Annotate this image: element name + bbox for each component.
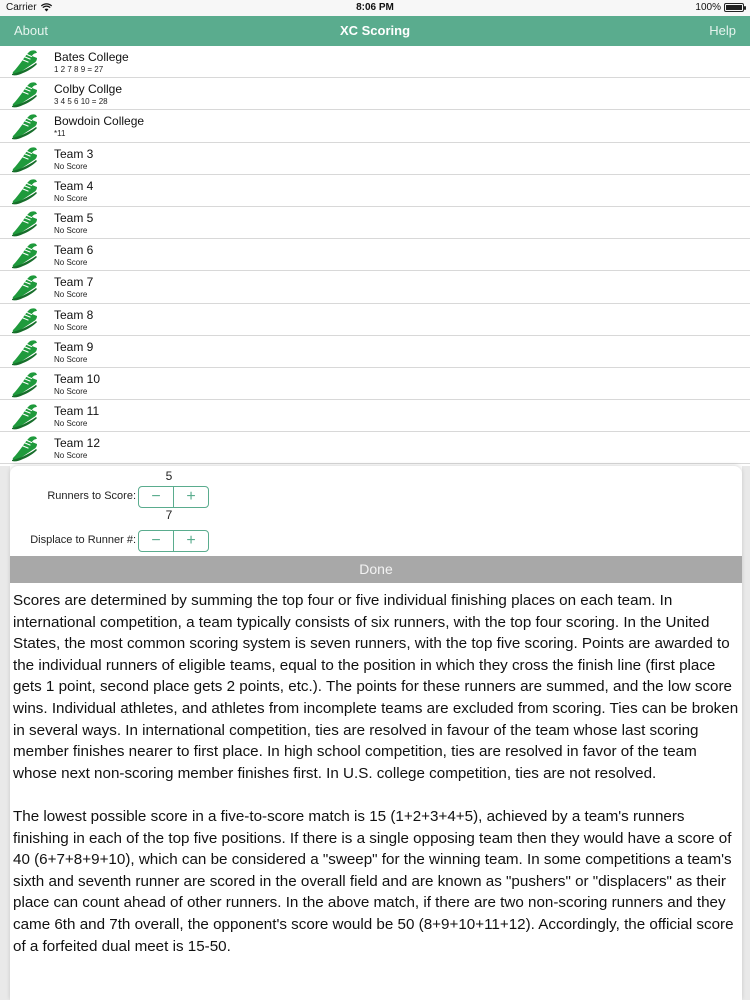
team-score: No Score [54,258,88,268]
displace-to-runner-value: 7 [165,508,173,522]
team-score: No Score [54,386,88,396]
running-shoe-icon [10,273,40,301]
runners-to-score-label: Runners to Score: [47,490,136,502]
team-row[interactable] [0,336,750,368]
running-shoe-icon [10,112,40,140]
battery-indicator [695,2,744,13]
team-name: Team 12 [54,436,101,451]
team-name: Bates College [54,50,129,64]
running-shoe-icon [10,80,40,108]
team-row[interactable] [0,400,750,432]
team-name: Colby Collge [54,82,123,97]
team-score: No Score [54,322,88,332]
team-row[interactable] [0,207,750,239]
running-shoe-icon [10,145,40,173]
running-shoe-icon [10,306,40,334]
status-bar [0,0,750,16]
team-name: Team 4 [54,178,94,193]
team-score: 1 2 7 8 9 = 27 [54,65,104,74]
team-row[interactable] [0,239,750,271]
team-score: No Score [54,290,88,300]
runners-increment-button[interactable]: + [186,488,196,505]
team-row[interactable] [0,271,750,303]
team-name: Team 8 [54,307,94,322]
team-score: No Score [54,161,88,171]
team-score: No Score [54,354,88,364]
clock: 8:06 PM [356,2,394,13]
displace-to-runner-label: Displace to Runner #: [30,534,136,546]
team-row[interactable] [0,78,750,110]
team-name: Team 10 [54,371,101,386]
scoring-help-text [13,590,739,979]
displace-decrement-button[interactable]: − [139,531,174,551]
team-row[interactable] [0,304,750,336]
team-score: No Score [54,451,88,461]
team-row[interactable] [0,46,750,78]
team-list[interactable] [0,46,750,471]
navigation-bar [0,16,750,46]
team-name: Team 9 [54,339,94,354]
runners-to-score-value: 5 [165,469,173,483]
team-row[interactable] [0,143,750,175]
running-shoe-icon [10,177,40,205]
team-score: No Score [54,419,88,429]
displace-to-runner-stepper[interactable] [138,530,209,552]
team-row[interactable] [0,368,750,400]
running-shoe-icon [10,370,40,398]
page-title: XC Scoring [339,23,411,38]
dimmed-background-left [0,466,10,1000]
team-name: Team 11 [54,404,100,419]
battery-percent: 100% [695,2,721,13]
running-shoe-icon [10,338,40,366]
displace-increment-button[interactable]: + [186,532,196,549]
dimmed-background-right [742,466,750,1000]
running-shoe-icon [10,402,40,430]
battery-icon [724,3,744,12]
team-name: Team 7 [54,275,94,290]
team-score: No Score [54,193,88,203]
done-button[interactable]: Done [10,556,742,583]
team-name: Team 5 [54,210,94,225]
team-name: Bowdoin College [54,114,145,129]
settings-panel [10,466,742,1000]
team-name: Team 6 [54,243,94,258]
team-row[interactable] [0,110,750,142]
help-button[interactable]: Help [709,23,736,38]
runners-to-score-stepper[interactable] [138,486,209,508]
about-button[interactable]: About [14,23,48,38]
runners-decrement-button[interactable]: − [139,487,174,507]
running-shoe-icon [10,434,40,462]
team-name: Team 3 [54,146,94,161]
help-paragraph-2: The lowest possible score in a five-to-score match is 15 (1+2+3+4+5), achieved by a team's runners finishing in each of the top five positions. If there is a single opposing team then they would have a score of 40 (6+7+8+9+10), which can be considered a "sweep" for the winning team. In some competitions a team's sixth and seventh runner are scored in the overall field and are known as "pushers" or "displacers" as their place can count ahead of other runners. In the above match, if there are two non-scoring runners and they came 6th and 7th overall, the opponent's score would be 50 (8+9+10+11+12). Accordingly, the official score of a forfeited dual meet is 15-50. [13,807,734,955]
team-score: No Score [54,225,88,235]
team-row[interactable] [0,175,750,207]
running-shoe-icon [10,241,40,269]
team-row[interactable] [0,432,750,464]
running-shoe-icon [10,48,40,76]
running-shoe-icon [10,209,40,237]
help-paragraph-1: Scores are determined by summing the top four or five individual finishing places on each team. In international competition, a team typically consists of six runners, with the top four scoring. In the United States, the most common scoring system is seven runners, with the top five scoring. Points are awarded to the individual runners of eligible teams, equal to the position in which they cross the finish line (first place gets 1 point, second place gets 2 points, etc.). The points for these runners are summed, and the low score wins. Individual athletes, and athletes from incomplete teams are excluded from scoring. Ties can be broken in several ways. In international competition, ties are resolved in favour of the team whose last scoring member finishes nearer to first place. In high school competition, ties are resolved in favor of the team whose next non-scoring member finishes first. In U.S. college competition, ties are not resolved. [13,592,739,782]
carrier-label: Carrier [6,2,37,13]
team-score: *11 [54,129,66,139]
team-score: 3 4 5 6 10 = 28 [54,97,108,107]
